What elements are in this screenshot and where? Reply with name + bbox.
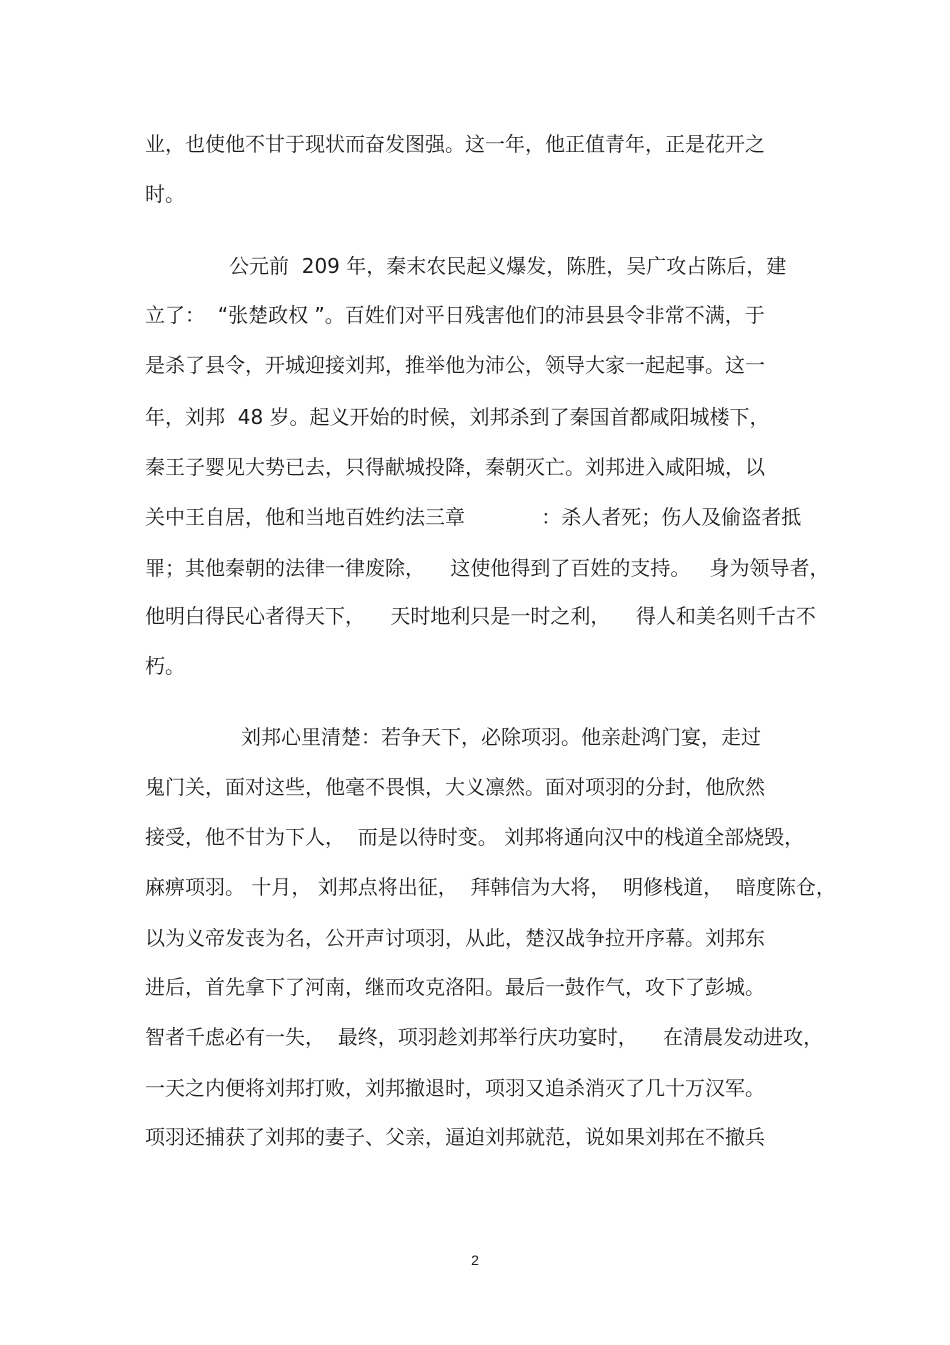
text-line: 公元前 209 年，秦末农民起义爆发，陈胜，吴广攻占陈后，建 [229,254,787,278]
text-line: 秦王子婴见大势已去，只得献城投降，秦朝灭亡。刘邦进入咸阳城，以 [145,455,765,479]
page-number: 2 [471,1252,479,1268]
text-line: 立了： “张楚政权 ”。百姓们对平日残害他们的沛县县令非常不满，于 [145,303,765,327]
text-line: 年，刘邦 48 岁。起义开始的时候，刘邦杀到了秦国首都咸阳城楼下， [145,405,770,429]
text-line: 是杀了县令，开城迎接刘邦，推举他为沛公，领导大家一起起事。这一 [145,353,765,377]
text-line: 鬼门关，面对这些，他毫不畏惧，大义凛然。面对项羽的分封，他欣然 [145,775,765,799]
text-line: 罪；其他秦朝的法律一律废除， 这使他得到了百姓的支持。 身为领导者， [145,556,830,580]
text-line: 时。 [145,182,185,206]
text-line: 接受，他不甘为下人， 而是以待时变。 刘邦将通向汉中的栈道全部烧毁， [145,825,805,849]
text-line: 一天之内便将刘邦打败，刘邦撤退时，项羽又追杀消灭了几十万汉军。 [145,1076,765,1100]
text-line: 麻痹项羽。 十月， 刘邦点将出征， 拜韩信为大将， 明修栈道， 暗度陈仓， [145,875,836,899]
text-line: 以为义帝发丧为名，公开声讨项羽，从此，楚汉战争拉开序幕。刘邦东 [145,926,765,950]
text-line: 进后，首先拿下了河南，继而攻克洛阳。最后一鼓作气，攻下了彭城。 [145,975,765,999]
text-line: 关中王自居，他和当地百姓约法三章 ：杀人者死；伤人及偷盗者抵 [145,505,802,529]
text-line: 朽。 [145,654,185,678]
text-line: 项羽还捕获了刘邦的妻子、父亲，逼迫刘邦就范，说如果刘邦在不撤兵 [145,1125,765,1149]
text-line: 他明白得民心者得天下， 天时地利只是一时之利， 得人和美名则千古不 [145,604,816,628]
text-line: 刘邦心里清楚：若争天下，必除项羽。他亲赴鸿门宴，走过 [241,725,761,749]
text-line: 智者千虑必有一失， 最终，项羽趁刘邦举行庆功宴时， 在清晨发动进攻， [145,1025,824,1049]
text-line: 业，也使他不甘于现状而奋发图强。这一年，他正值青年，正是花开之 [145,132,765,156]
